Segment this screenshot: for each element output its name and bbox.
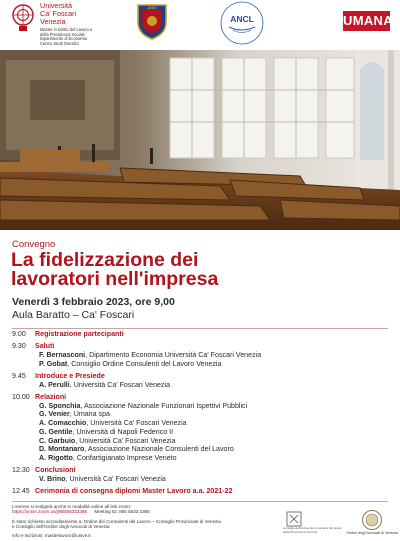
avvocati-caption: Ordine degli Avvocati di Venezia — [346, 531, 398, 535]
slot-time: 10.00 — [12, 393, 30, 401]
header — [0, 0, 400, 46]
university-logo — [10, 2, 130, 46]
umana-logo: UMANA — [343, 11, 390, 31]
program-slot — [12, 342, 392, 368]
university-emblem-icon — [10, 3, 36, 33]
speaker-name: F. Bernasconi — [39, 351, 86, 359]
speaker-affiliation: , Università Ca' Foscari Venezia — [69, 380, 171, 389]
speaker-name: A. Rigotto — [39, 453, 73, 462]
speaker-affiliation: , Consiglio Ordine Consulenti del Lavoro Venezia — [67, 359, 222, 368]
aniv-logo — [135, 2, 169, 40]
event-title-line-2: lavoratori nell'impresa — [11, 268, 219, 290]
university-sub-line-4: Centro Studi Giuridici — [40, 40, 79, 46]
speaker-affiliation: , Università Ca' Foscari Venezia — [75, 436, 176, 445]
divider — [12, 328, 388, 329]
speaker-affiliation: , Università di Napoli Federico II — [72, 427, 174, 436]
aula-baratto-photo — [0, 50, 400, 230]
event-title — [11, 251, 391, 289]
zoom-link[interactable]: https://unive.zoom.us/j/86556332385 — [12, 509, 88, 515]
speaker-name: A. Perulli — [39, 380, 70, 389]
svg-text:ANIV: ANIV — [147, 5, 157, 10]
accreditation-note — [12, 519, 282, 530]
speaker-name: G. Gentile — [39, 427, 73, 436]
zoom-line — [12, 509, 282, 514]
meeting-id: Meeting ID: 865 5633 2385 — [94, 509, 150, 515]
speaker-name: C. Garbuio — [39, 436, 76, 445]
slot-heading: Cerimonia di consegna diplomi Master Lavoro a.a. 2021-22 — [35, 487, 233, 496]
university-name-line-3: Venezia — [40, 17, 66, 26]
slot-heading: Conclusioni — [35, 466, 76, 475]
slot-time: 9.30 — [12, 342, 26, 351]
speaker-affiliation: , Associazione Nazionale Consulenti del Lavoro — [84, 445, 234, 454]
consulenti-lavoro-emblem-icon — [283, 509, 343, 539]
speaker-affiliation: , Dipartimento Economia Università Ca' Foscari Venezia — [85, 351, 262, 359]
speaker-line — [35, 454, 392, 463]
university-name — [40, 2, 76, 26]
speaker-line — [35, 381, 392, 390]
slot-heading: Relazioni — [35, 393, 67, 401]
program-schedule — [12, 330, 392, 500]
info-contact[interactable]: Info e iscrizioni: masterlavoro@unive.it — [12, 533, 91, 538]
speaker-name: D. Montanaro — [39, 445, 85, 454]
speaker-line — [35, 351, 392, 360]
speaker-affiliation: , Università Ca' Foscari Venezia — [65, 474, 166, 483]
event-title-line-1: La fidelizzazione dei — [11, 249, 199, 271]
event-kicker: Convegno — [12, 239, 56, 250]
program-slot — [12, 466, 392, 483]
slot-heading: Registrazione partecipanti — [35, 330, 124, 338]
university-sub-line-2: della Previdenza Sociale — [40, 31, 85, 37]
consulenti-lavoro-caption-line-1: consiglio dell'ordine dei consulenti del lavoro — [283, 526, 343, 530]
speaker-line — [35, 360, 392, 369]
speaker-name: A. Comacchio — [39, 419, 87, 428]
event-place: Aula Baratto – Ca' Foscari — [12, 309, 135, 321]
program-slot — [12, 330, 392, 339]
slot-heading: Saluti — [35, 342, 55, 351]
speaker-line — [35, 410, 392, 419]
slot-time: 9.45 — [12, 372, 26, 380]
speaker-name: G. Venier — [39, 410, 70, 419]
speaker-affiliation: , Associazione Nazionale Funzionari Ispettivi Pubblici — [80, 401, 248, 410]
program-slot — [12, 372, 392, 389]
university-sub-line-1: Master in Diritto del Lavoro e — [40, 27, 93, 32]
speaker-line — [35, 419, 392, 428]
svg-text:ANCL: ANCL — [230, 14, 254, 24]
university-sub-line-3: Dipartimento di Economia — [40, 36, 87, 42]
ancl-logo — [219, 0, 265, 46]
consulenti-lavoro-caption-line-2: della Provincia di Venezia — [283, 529, 318, 534]
online-note-text: L'evento si svolgerà anche in modalità online all link zoom: — [12, 504, 132, 509]
speaker-name: V. Brino — [39, 474, 66, 483]
speaker-affiliation: , Confartigianato Imprese Veneto — [72, 453, 177, 462]
speaker-line — [35, 428, 392, 437]
slot-time: 12.30 — [12, 466, 30, 475]
program-slot — [12, 393, 392, 463]
consulenti-lavoro-caption — [283, 527, 343, 534]
program-slot — [12, 487, 392, 496]
event-date: Venerdì 3 febbraio 2023, ore 9,00 — [12, 296, 175, 308]
accreditation-line-2: e Consiglio dell'Ordine degli Avvocati di Venezia — [12, 524, 110, 530]
university-subtitle — [40, 28, 92, 46]
speaker-line — [35, 475, 392, 484]
slot-time: 9.00 — [12, 330, 26, 338]
speaker-line — [35, 402, 392, 411]
speaker-name: G. Sponchia — [39, 401, 81, 410]
slot-heading: Introduce e Presiede — [35, 372, 105, 380]
divider — [12, 501, 388, 502]
speaker-line — [35, 437, 392, 446]
avvocati-venezia-logo — [346, 509, 398, 539]
speaker-name: P. Gobat — [39, 359, 68, 368]
university-name-line-2: Ca' Foscari — [40, 9, 77, 18]
consulenti-lavoro-venezia-logo — [283, 509, 343, 539]
university-name-line-1: Università — [40, 1, 72, 10]
slot-time: 12.45 — [12, 487, 30, 496]
speaker-affiliation: , Umana spa — [69, 410, 110, 419]
online-note — [12, 504, 282, 515]
avvocati-seal-icon — [346, 509, 398, 531]
accreditation-line-1: È stato richiesto accreditamento a: Ordine dei Consulenti del Lavoro – Consiglio Provinciale di Venezia — [12, 519, 221, 524]
speaker-line — [35, 445, 392, 454]
speaker-affiliation: , Università Ca' Foscari Venezia — [86, 419, 187, 428]
